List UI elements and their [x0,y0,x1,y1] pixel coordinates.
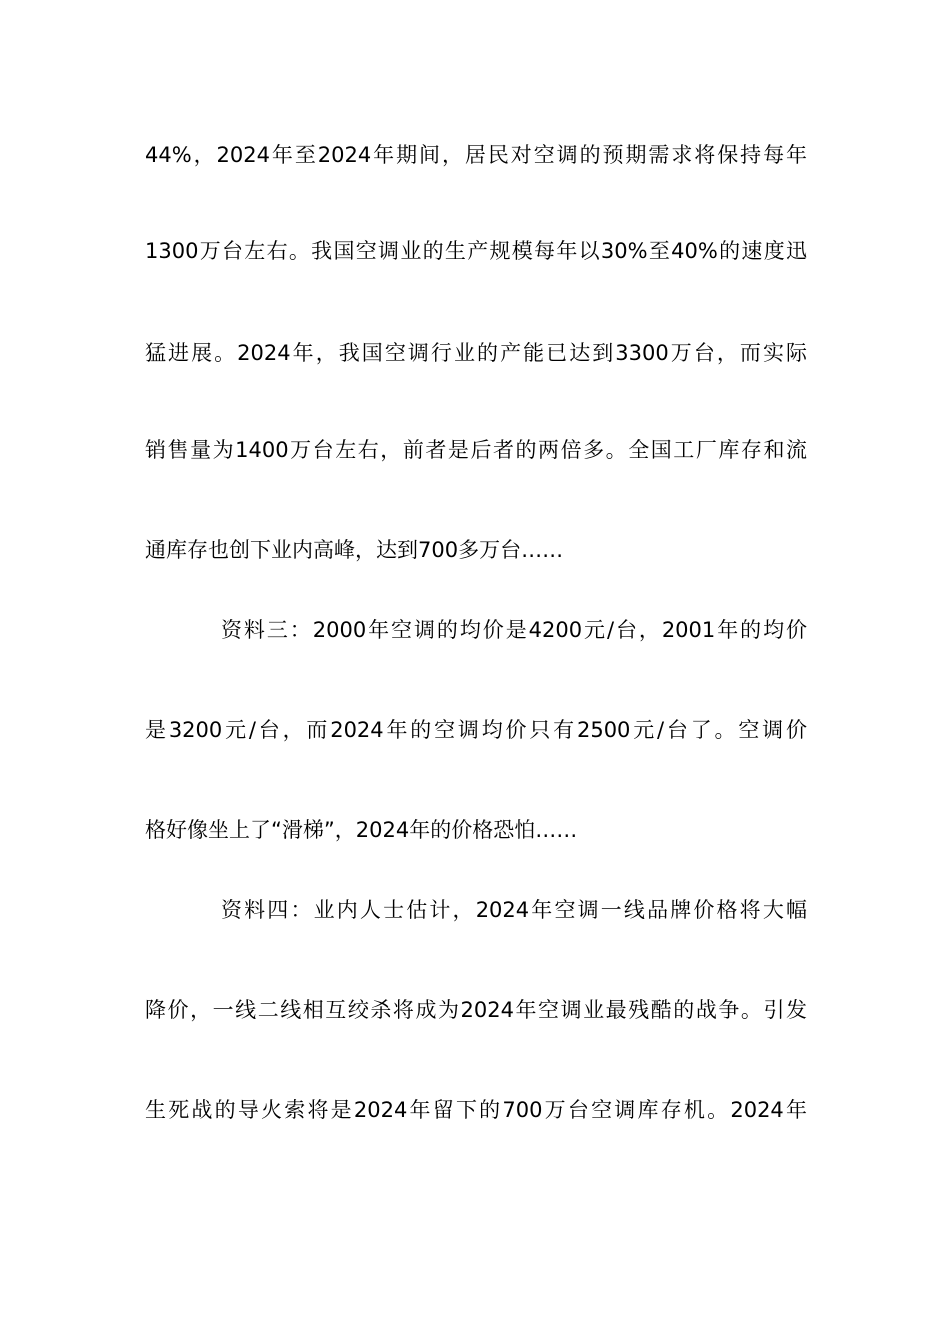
material-three-heading-line: 资料三：2000年空调的均价是4200元/台，2001年的均价 [221,618,807,642]
material-three-line-2: 是3200元/台，而2024年的空调均价只有2500元/台了。空调价 [145,718,807,742]
paragraph-line-5: 通库存也创下业内高峰，达到700多万台…… [145,538,564,562]
paragraph-line-2: 1300万台左右。我国空调业的生产规模每年以30%至40%的速度迅 [145,239,807,263]
paragraph-line-3: 猛进展。2024年，我国空调行业的产能已达到3300万台，而实际 [145,341,807,365]
material-four-heading-line: 资料四：业内人士估计，2024年空调一线品牌价格将大幅 [221,898,807,922]
material-four-line-2: 降价，一线二线相互绞杀将成为2024年空调业最残酷的战争。引发 [145,998,807,1022]
paragraph-line-4: 销售量为1400万台左右，前者是后者的两倍多。全国工厂库存和流 [145,438,807,462]
paragraph-line-1: 44%，2024年至2024年期间，居民对空调的预期需求将保持每年 [145,143,807,167]
material-four-line-3: 生死战的导火索将是2024年留下的700万台空调库存机。2024年 [145,1098,807,1122]
material-three-line-3: 格好像坐上了“滑梯”，2024年的价格恐怕…… [145,818,578,842]
